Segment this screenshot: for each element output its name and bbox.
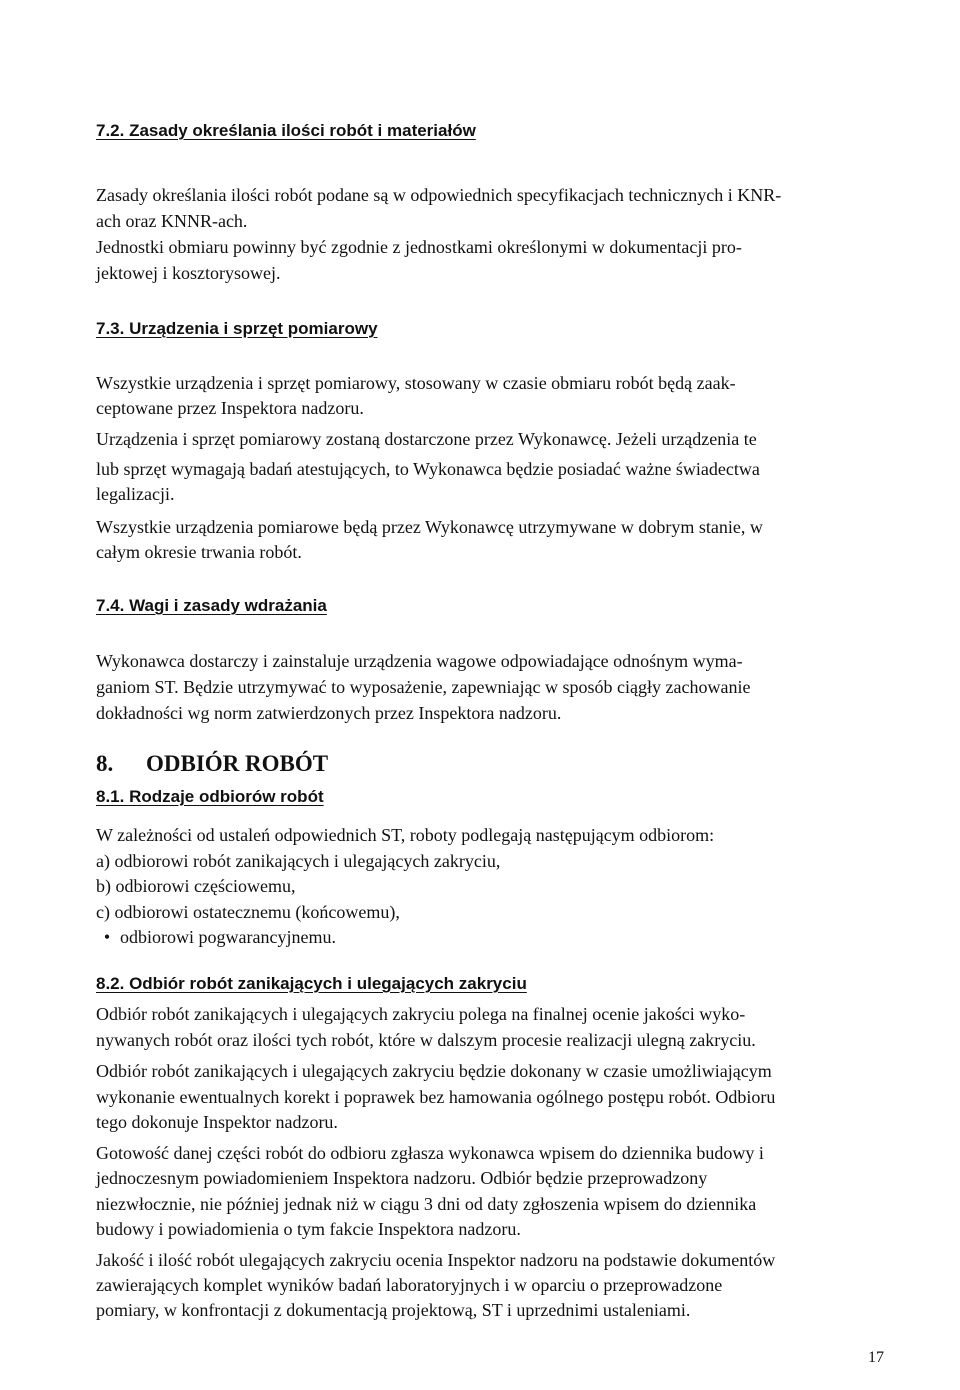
section-7-3-heading: 7.3. Urządzenia i sprzęt pomiarowy [96, 319, 378, 338]
section-8-2-heading: 8.2. Odbiór robót zanikających i ulegających zakryciu [96, 974, 527, 993]
section-8-2-line: Gotowość danej części robót do odbioru zgłasza wykonawca wpisem do dziennika budowy i [96, 1143, 764, 1163]
bullet-item-text: odbiorowi pogwarancyjnemu. [120, 927, 336, 947]
section-8-2-line: wykonanie ewentualnych korekt i poprawek bez hamowania ogólnego postępu robót. Odbioru [96, 1087, 776, 1107]
section-8-2-line: nywanych robót oraz ilości tych robót, które w dalszym procesie realizacji ulegną zakryciu. [96, 1030, 756, 1050]
section-8-1-heading: 8.1. Rodzaje odbiorów robót [96, 787, 324, 806]
section-7-2-line: ach oraz KNNR-ach. [96, 211, 248, 231]
section-8-2-line: pomiary, w konfrontacji z dokumentacją projektową, ST i uprzednimi ustaleniami. [96, 1300, 691, 1320]
section-7-2-line: Jednostki obmiaru powinny być zgodnie z jednostkami określonymi w dokumentacji pro- [96, 237, 742, 257]
section-8-2-line: zawierających komplet wyników badań laboratoryjnych i w oparciu o przeprowadzone [96, 1275, 723, 1295]
list-item: b) odbiorowi częściowemu, [96, 876, 296, 896]
list-item: c) odbiorowi ostatecznemu (końcowemu), [96, 902, 400, 922]
section-7-4-line: Wykonawca dostarczy i zainstaluje urządzenia wagowe odpowiadające odnośnym wyma- [96, 651, 743, 671]
section-7-4-line: dokładności wg norm zatwierdzonych przez Inspektora nadzoru. [96, 703, 562, 723]
section-7-3-line: lub sprzęt wymagają badań atestujących, to Wykonawca będzie posiadać ważne świadectwa [96, 459, 760, 479]
section-7-3-line: legalizacji. [96, 484, 175, 504]
section-7-3-line: Urządzenia i sprzęt pomiarowy zostaną dostarczone przez Wykonawcę. Jeżeli urządzenia te [96, 429, 757, 449]
section-8-2-line: budowy i powiadomienia o tym fakcie Inspektora nadzoru. [96, 1219, 521, 1239]
section-8-2-line: Odbiór robót zanikających i ulegających zakryciu polega na finalnej ocenie jakości wyko- [96, 1004, 746, 1024]
bullet-list-item [96, 926, 696, 948]
section-7-4-line: ganiom ST. Będzie utrzymywać to wyposażenie, zapewniając w sposób ciągły zachowanie [96, 677, 751, 697]
bullet-icon: • [103, 927, 111, 947]
section-8-2-line: Jakość i ilość robót ulegających zakryciu ocenia Inspektor nadzoru na podstawie dokumentów [96, 1250, 776, 1270]
section-8-2-line: jednoczesnym powiadomieniem Inspektora nadzoru. Odbiór będzie przeprowadzony [96, 1168, 708, 1188]
chapter-title: ODBIÓR ROBÓT [146, 751, 329, 776]
section-7-2-heading: 7.2. Zasady określania ilości robót i materiałów [96, 121, 476, 140]
page-number: 17 [868, 1349, 884, 1366]
section-8-2-line: Odbiór robót zanikających i ulegających zakryciu będzie dokonany w czasie umożliwiającym [96, 1061, 772, 1081]
chapter-number: 8. [96, 751, 114, 776]
section-8-2-line: niezwłocznie, nie później jednak niż w ciągu 3 dni od daty zgłoszenia wpisem do dziennika [96, 1194, 757, 1214]
list-item: a) odbiorowi robót zanikających i ulegających zakryciu, [96, 851, 501, 871]
section-7-3-line: ceptowane przez Inspektora nadzoru. [96, 398, 364, 418]
chapter-8-heading [96, 750, 328, 778]
section-7-3-line: Wszystkie urządzenia i sprzęt pomiarowy, stosowany w czasie obmiaru robót będą zaak- [96, 373, 736, 393]
section-7-3-line: całym okresie trwania robót. [96, 542, 302, 562]
section-8-2-line: tego dokonuje Inspektor nadzoru. [96, 1112, 338, 1132]
section-7-2-line: jektowej i kosztorysowej. [96, 263, 281, 283]
section-7-4-heading: 7.4. Wagi i zasady wdrażania [96, 596, 327, 615]
section-7-3-line: Wszystkie urządzenia pomiarowe będą przez Wykonawcę utrzymywane w dobrym stanie, w [96, 517, 763, 537]
section-8-1-intro: W zależności od ustaleń odpowiednich ST, roboty podlegają następującym odbiorom: [96, 825, 715, 845]
section-7-2-line: Zasady określania ilości robót podane są w odpowiednich specyfikacjach technicznych i KNR- [96, 185, 782, 205]
